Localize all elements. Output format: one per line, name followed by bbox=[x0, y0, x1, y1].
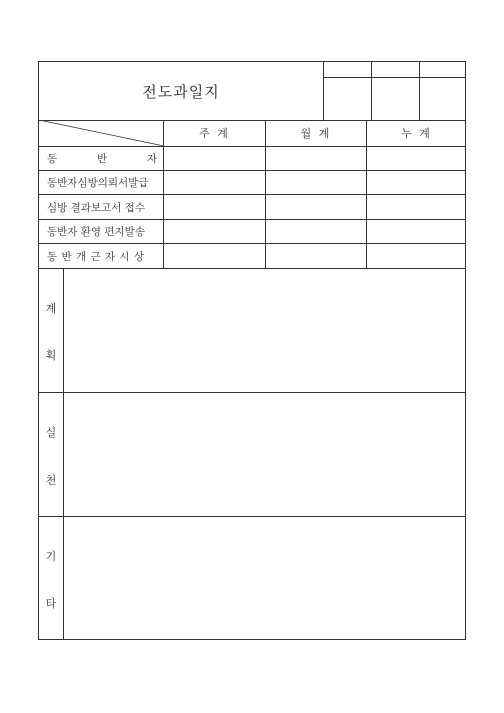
section-label-etc-char: 타 bbox=[45, 597, 57, 610]
table-cell[interactable] bbox=[164, 195, 265, 219]
column-header-cumulative: 누 계 bbox=[401, 127, 432, 140]
journal-form bbox=[38, 61, 466, 640]
column-header-weekly: 주 계 bbox=[199, 127, 230, 140]
row-label-welcome-letter: 동반자 환영 편지발송 bbox=[47, 225, 145, 238]
approval-sign-box[interactable] bbox=[420, 78, 466, 119]
diagonal-header-cell bbox=[39, 120, 164, 146]
practice-section-area[interactable] bbox=[64, 393, 466, 516]
etc-section-area[interactable] bbox=[64, 517, 466, 640]
row-label-companion: 동 반 자 bbox=[47, 152, 157, 165]
section-label-plan-char: 계 bbox=[45, 302, 57, 315]
table-cell[interactable] bbox=[266, 220, 366, 243]
row-label-attendance-award: 동 반 개 근 자 시 상 bbox=[47, 250, 145, 263]
table-cell[interactable] bbox=[367, 147, 466, 170]
section-label-plan-char: 획 bbox=[45, 349, 57, 362]
table-cell[interactable] bbox=[164, 244, 265, 268]
table-cell[interactable] bbox=[367, 244, 466, 268]
table-cell[interactable] bbox=[266, 195, 366, 219]
table-cell[interactable] bbox=[266, 244, 366, 268]
plan-section-area[interactable] bbox=[64, 269, 466, 392]
table-cell[interactable] bbox=[164, 220, 265, 243]
table-cell[interactable] bbox=[367, 171, 466, 194]
section-label-etc-char: 기 bbox=[45, 550, 57, 563]
column-header-monthly: 월 계 bbox=[300, 127, 332, 140]
table-cell[interactable] bbox=[266, 147, 366, 170]
row-label-visit-request: 동반자심방의뢰서발급 bbox=[47, 176, 149, 189]
approval-sign-box[interactable] bbox=[372, 78, 418, 119]
approval-sign-box[interactable] bbox=[324, 78, 370, 119]
row-label-visit-report: 심방 결과보고서 접수 bbox=[47, 201, 145, 214]
table-cell[interactable] bbox=[367, 195, 466, 219]
page-title: 전도과일지 bbox=[142, 82, 220, 101]
table-cell[interactable] bbox=[164, 171, 265, 194]
section-label-practice-char: 실 bbox=[45, 426, 57, 439]
table-cell[interactable] bbox=[367, 220, 466, 243]
table-cell[interactable] bbox=[164, 147, 265, 170]
section-label-practice-char: 천 bbox=[45, 474, 57, 487]
table-cell[interactable] bbox=[266, 171, 366, 194]
